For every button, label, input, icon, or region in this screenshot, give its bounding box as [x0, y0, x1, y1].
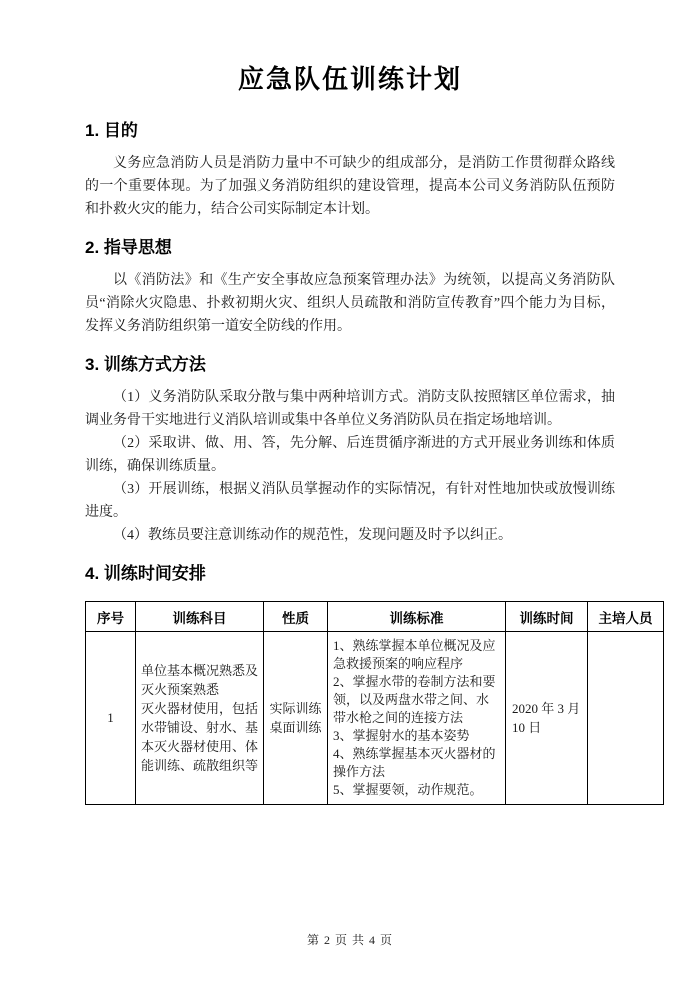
standard-item: 4、熟练掌握基本灭火器材的操作方法	[333, 746, 496, 779]
section-training-methods	[85, 352, 615, 547]
column-header-standard: 训练标准	[328, 602, 506, 632]
paragraph: （2）采取讲、做、用、答，先分解、后连贯循序渐进的方式开展业务训练和体质训练，确保训练质量。	[85, 436, 615, 474]
section-heading-training-methods: 3. 训练方式方法	[85, 355, 206, 374]
column-header-subject: 训练科目	[136, 602, 264, 632]
cell-standard	[328, 632, 506, 805]
cell-seq: 1	[86, 632, 136, 805]
paragraph: 义务应急消防人员是消防力量中不可缺少的组成部分，是消防工作贯彻群众路线的一个重要体现。为了加强义务消防组织的建设管理，提高本公司义务消防队伍预防和扑救火灾的能力，结合公司实际制定本计划。	[85, 156, 615, 217]
paragraph: （4）教练员要注意训练动作的规范性，发现问题及时予以纠正。	[113, 528, 512, 543]
time-line: 10 日	[512, 720, 542, 735]
column-header-nature: 性质	[264, 602, 328, 632]
section-training-schedule	[85, 561, 653, 805]
cell-time	[506, 632, 588, 805]
subject-line: 单位基本概况熟悉及灭火预案熟悉	[141, 663, 259, 697]
paragraph: 以《消防法》和《生产安全事故应急预案管理办法》为统领，以提高义务消防队员“消除火灾隐患、扑救初期火灾、组织人员疏散和消防宣传教育”四个能力为目标，发挥义务消防组织第一道安全防线的作用。	[85, 273, 615, 334]
standard-item: 5、掌握要领，动作规范。	[333, 782, 483, 797]
section-heading-guiding-ideology: 2. 指导思想	[85, 238, 172, 257]
document-title: 应急队伍训练计划	[237, 64, 462, 94]
nature-line: 桌面训练	[269, 720, 322, 735]
training-schedule-table	[85, 601, 664, 805]
section-heading-purpose: 1. 目的	[85, 121, 138, 140]
nature-line: 实际训练	[269, 701, 322, 716]
standard-item: 2、掌握水带的卷制方法和要领，以及两盘水带之间、水带水枪之间的连接方法	[333, 674, 496, 725]
standard-item: 3、掌握射水的基本姿势	[333, 728, 470, 743]
column-header-trainer: 主培人员	[588, 602, 664, 632]
column-header-seq: 序号	[86, 602, 136, 632]
time-line: 2020 年 3 月	[512, 701, 581, 716]
table-header-row	[86, 602, 664, 632]
page-number-footer: 第 2 页 共 4 页	[306, 933, 393, 947]
paragraph: （1）义务消防队采取分散与集中两种培训方式。消防支队按照辖区单位需求，抽调业务骨干实地进行义消队培训或集中各单位义务消防队员在指定场地培训。	[85, 390, 615, 428]
cell-subject	[136, 632, 264, 805]
cell-nature	[264, 632, 328, 805]
standard-item: 1、熟练掌握本单位概况及应急救援预案的响应程序	[333, 638, 496, 671]
section-guiding-ideology	[85, 235, 615, 338]
table-row	[86, 632, 664, 805]
subject-line: 灭火器材使用，包括水带铺设、射水、基本灭火器材使用、体能训练、疏散组织等	[141, 701, 259, 773]
column-header-time: 训练时间	[506, 602, 588, 632]
paragraph: （3）开展训练，根据义消队员掌握动作的实际情况，有针对性地加快或放慢训练进度。	[85, 482, 615, 520]
section-purpose	[85, 118, 615, 221]
cell-trainer	[588, 632, 664, 805]
section-heading-training-schedule: 4. 训练时间安排	[85, 564, 206, 583]
